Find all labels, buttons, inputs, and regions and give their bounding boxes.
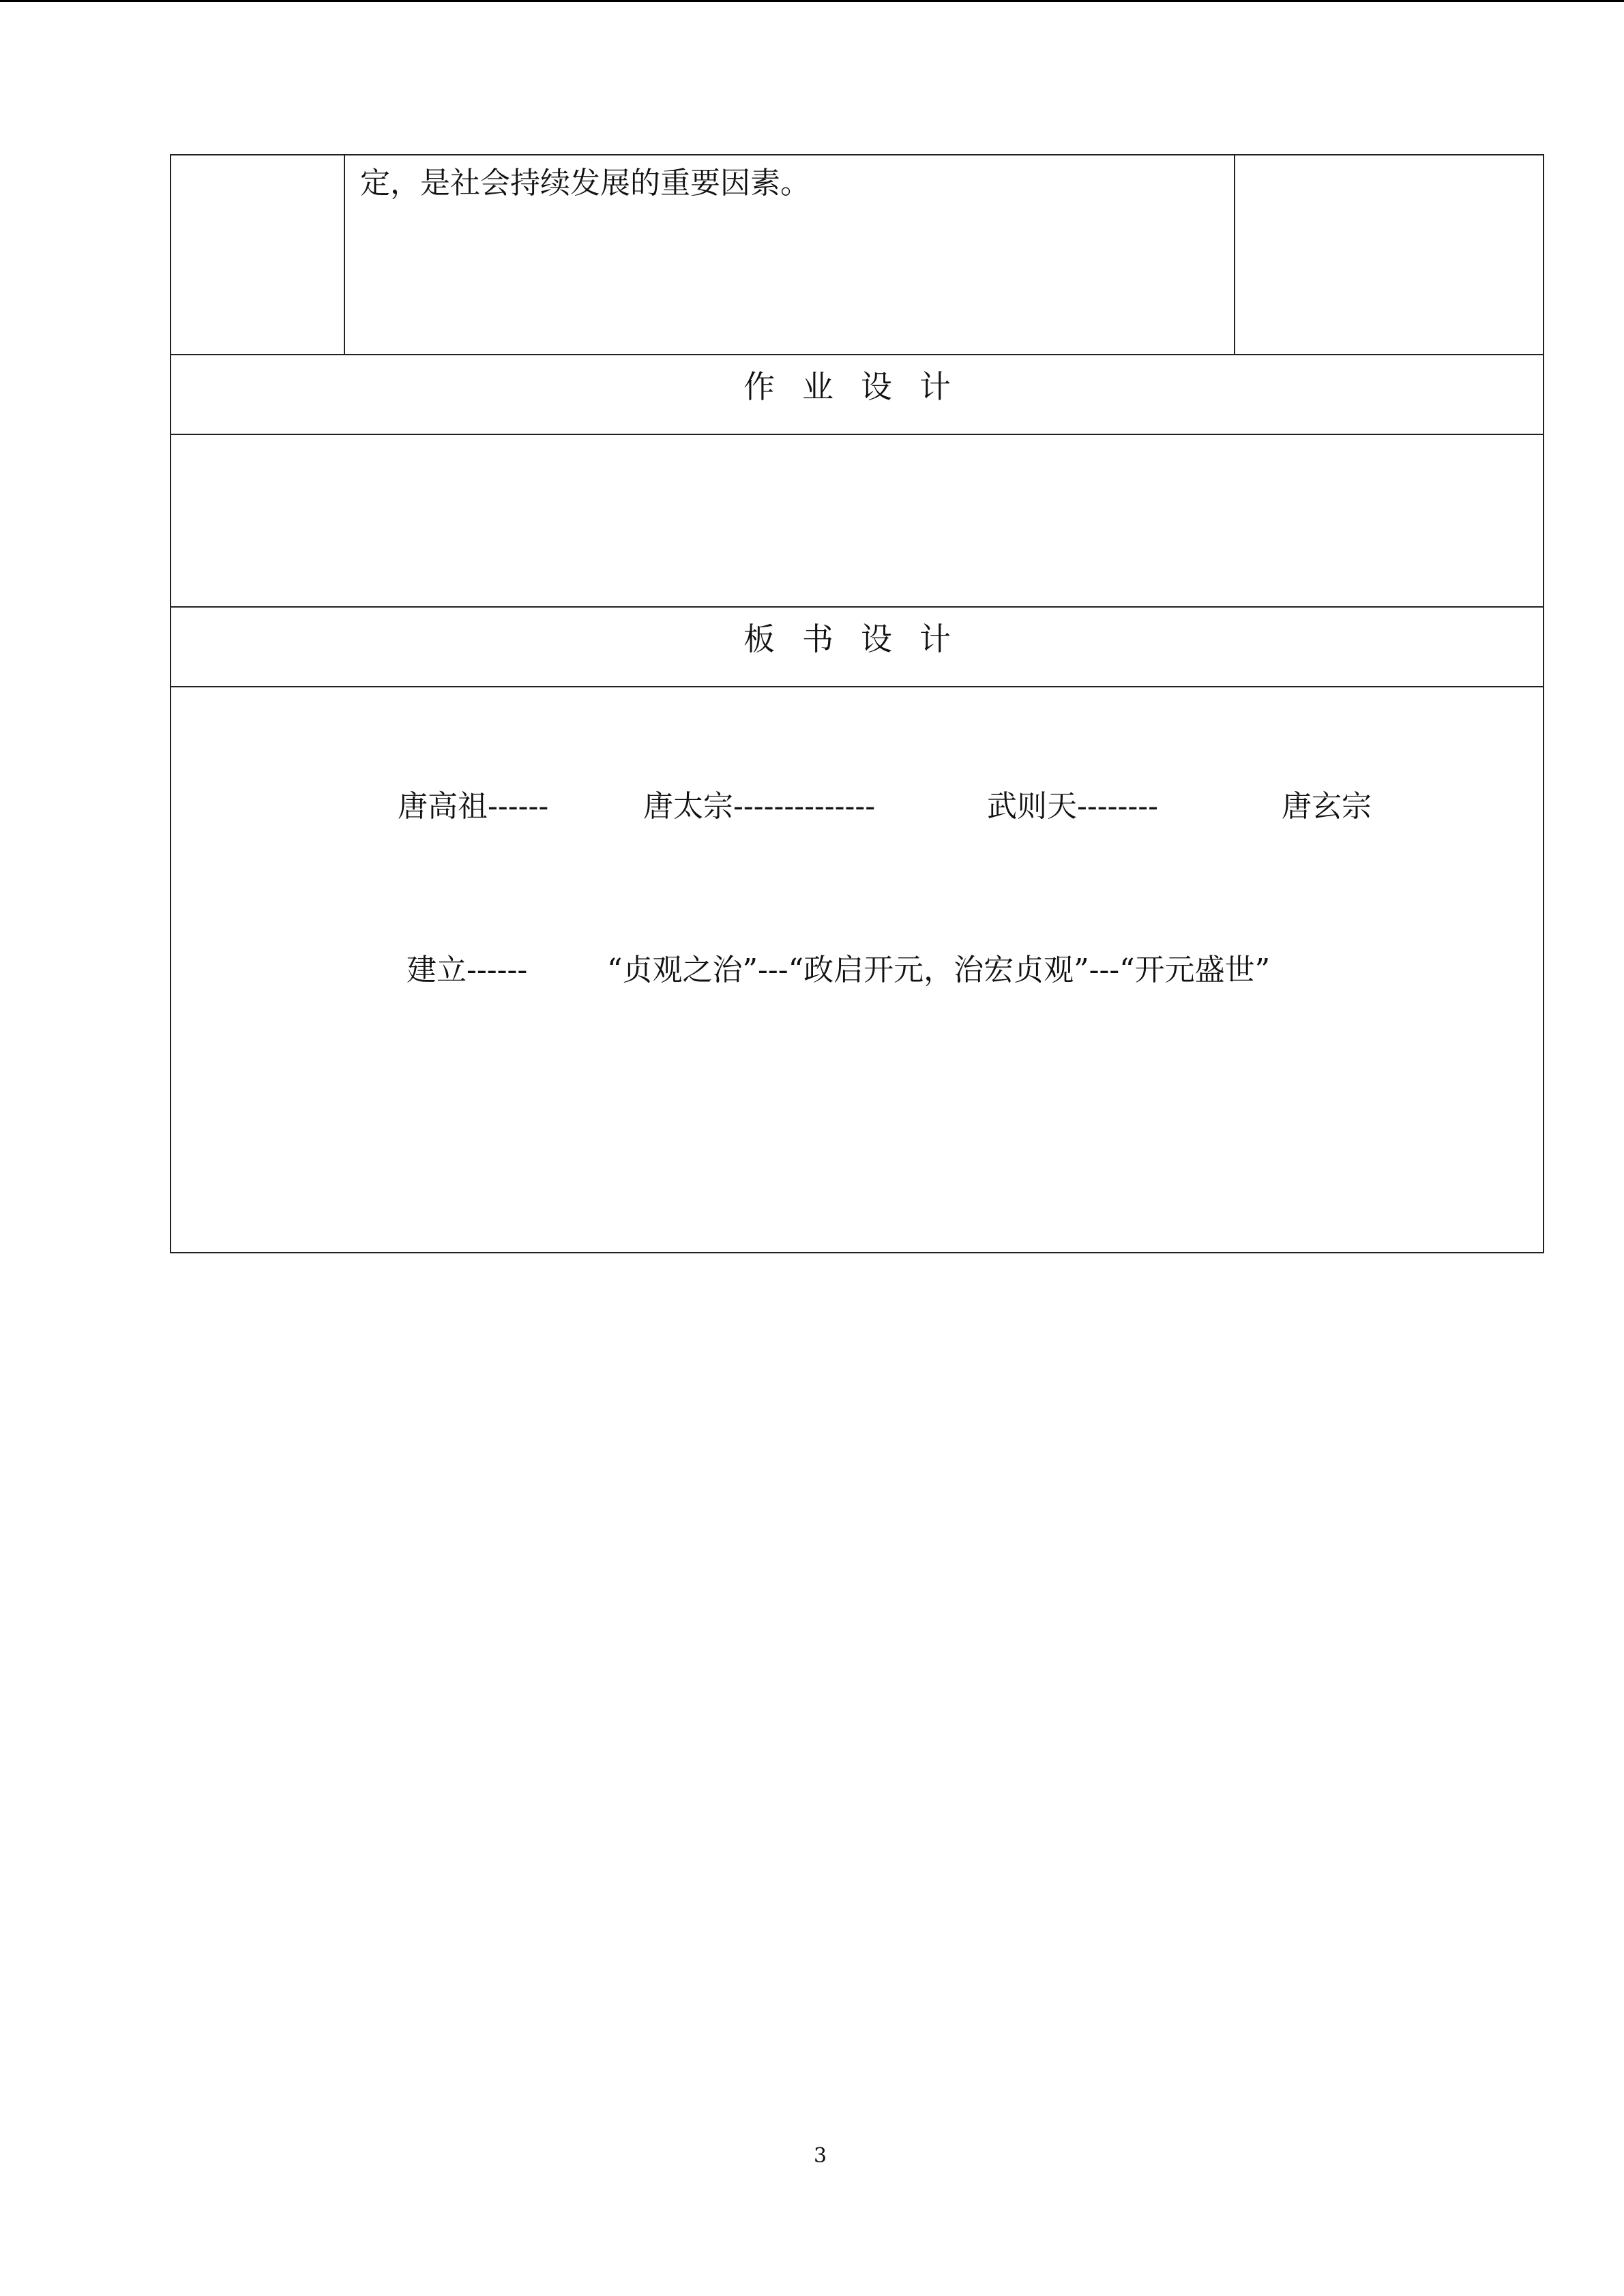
board-row1-item: 武则天-------- [987,789,1158,824]
table-column-divider [1234,154,1235,355]
board-row1-item: 唐高祖------ [398,789,549,824]
table-column-divider [344,154,345,355]
table-divider [170,686,1544,687]
page-number: 3 [814,2144,827,2168]
table-divider [170,354,1544,355]
board-row1-item: 唐玄宗 [1282,789,1372,824]
homework-heading: 作业设计 [743,368,978,405]
table-border-top [170,154,1544,155]
board-row2-item: “贞观之治”---“政启开元，治宏贞观”---“开元盛世” [607,953,1271,987]
table-divider [170,606,1544,608]
board-row1-item: 唐太宗-------------- [643,789,876,824]
page-top-border [0,0,1624,2]
table-border-bottom [170,1252,1544,1253]
row1-text: 定，是社会持续发展的重要因素。 [360,166,810,200]
table-border-right [1543,154,1544,1253]
board-heading: 板书设计 [743,621,978,657]
board-row2-item: 建立------ [407,953,528,987]
table-divider [170,434,1544,435]
table-border-left [170,154,171,1253]
